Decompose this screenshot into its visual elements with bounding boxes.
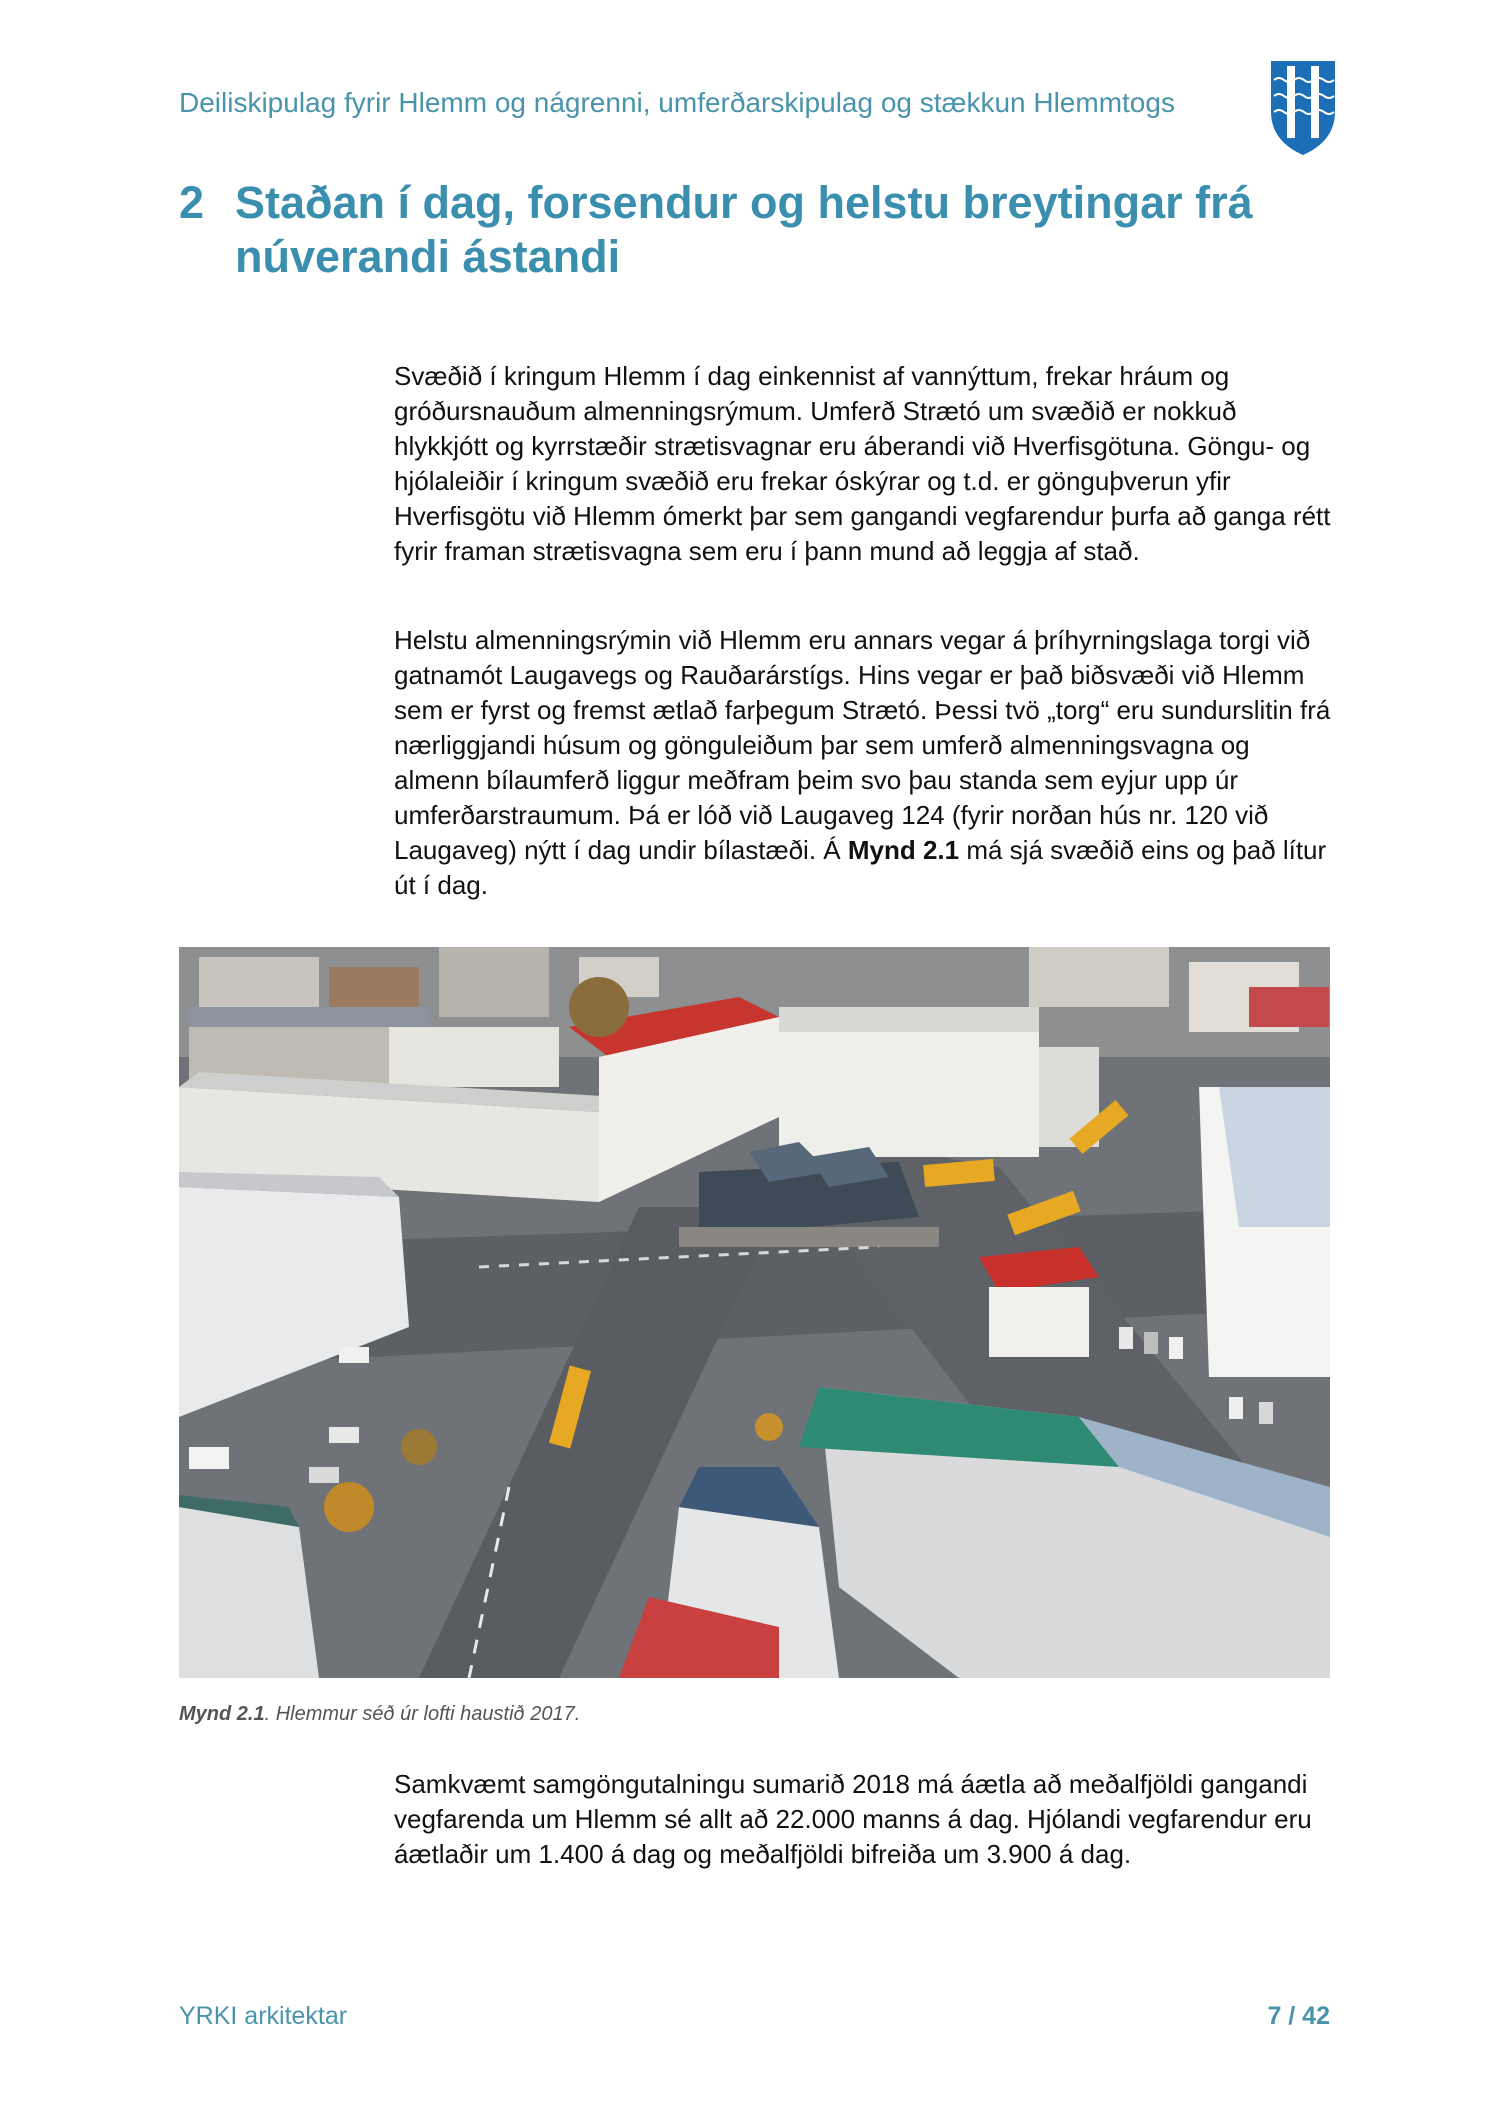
chapter-number: 2 [179,177,205,228]
paragraph-current-state: Svæðið í kringum Hlemm í dag einkennist af vannýttum, frekar hráum og gróðursnauðum almenningsrýmum. Umferð Strætó um svæðið er nokkuð hlykkjótt og kyrrstæðir strætisvagnar eru áberandi við Hverfisgötuna. Göngu- og hjólaleiðir í kringum svæðið eru frekar óskýrar og t.d. er gönguþverun yfir Hverfisgötu við Hlemm ómerkt þar sem gangandi vegfarendur þurfa að ganga rétt fyrir framan strætisvagna sem eru í þann mund að leggja af stað. [394,361,1331,566]
paragraph-public-spaces [394,623,1334,903]
footer-company: YRKI arkitektar [179,2002,348,2030]
figure-label: Mynd 2.1 [179,1703,265,1725]
figure-reference: Mynd 2.1 [847,835,960,865]
reykjavik-coat-of-arms-icon [1270,60,1336,156]
figure-caption-text: . Hlemmur séð úr lofti haustið 2017. [264,1703,581,1725]
chapter-title: Staðan í dag, forsendur og helstu breytingar frá núverandi ástandi [235,177,1253,282]
figure-caption [179,1701,1279,1727]
aerial-photo-hlemmur [179,947,1330,1678]
paragraph-public-spaces-end: má sjá svæðið eins og það lítur út í dag. [394,835,1327,900]
footer-page-number: 7 / 42 [1267,2002,1330,2030]
paragraph-public-spaces-text: Helstu almenningsrýmin við Hlemm eru annars vegar á þríhyrningslaga torgi við gatnamót Laugavegs og Rauðarárstígs. Hins vegar er það biðsvæði við Hlemm sem er fyrst og fremst ætlað farþegum Strætó. Þessi tvö „torg“ eru sundurslitin frá nærliggjandi húsum og gönguleiðum þar sem umferð almenningsvagna og almenn bílaumferð liggur meðfram þeim svo þau standa sem eyjur upp úr umferðarstraumum. Þá er lóð við Laugaveg 124 (fyrir norðan hús nr. 120 við Laugaveg) nýtt í dag undir bílastæði. Á [394,625,1331,865]
document-header-title: Deiliskipulag fyrir Hlemm og nágrenni, umferðarskipulag og stækkun Hlemmtogs [179,87,1175,118]
paragraph-traffic-count: Samkvæmt samgöngutalningu sumarið 2018 má áætla að meðalfjöldi gangandi vegfarenda um Hlemm sé allt að 22.000 manns á dag. Hjólandi vegfarendur eru áætlaðir um 1.400 á dag og meðalfjöldi bifreiða um 3.900 á dag. [394,1769,1312,1869]
